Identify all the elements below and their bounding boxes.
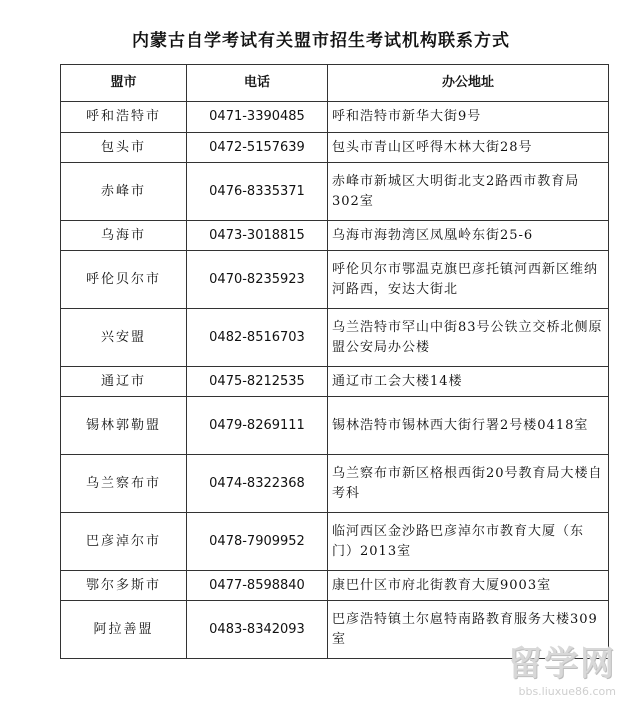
city-cell: 阿拉善盟 bbox=[61, 601, 187, 659]
address-cell: 通辽市工会大楼14楼 bbox=[328, 367, 609, 397]
city-cell: 乌海市 bbox=[61, 221, 187, 251]
watermark-logo: 留学网 bbox=[508, 644, 616, 684]
phone-cell: 0476-8335371 bbox=[187, 163, 328, 221]
address-cell: 包头市青山区呼得木林大街28号 bbox=[328, 133, 609, 163]
contacts-table bbox=[60, 64, 609, 659]
table-header-row bbox=[61, 65, 609, 102]
table-row bbox=[61, 455, 609, 513]
phone-cell: 0475-8212535 bbox=[187, 367, 328, 397]
table-row bbox=[61, 251, 609, 309]
address-cell: 赤峰市新城区大明街北支2路西市教育局302室 bbox=[328, 163, 609, 221]
city-cell: 锡林郭勒盟 bbox=[61, 397, 187, 455]
address-cell: 巴彦浩特镇土尔扈特南路教育服务大楼309室 bbox=[328, 601, 609, 659]
address-cell: 呼和浩特市新华大街9号 bbox=[328, 102, 609, 133]
table-row bbox=[61, 367, 609, 397]
city-cell: 通辽市 bbox=[61, 367, 187, 397]
phone-cell: 0471-3390485 bbox=[187, 102, 328, 133]
address-cell: 呼伦贝尔市鄂温克旗巴彦托镇河西新区维纳河路西，安达大街北 bbox=[328, 251, 609, 309]
phone-cell: 0482-8516703 bbox=[187, 309, 328, 367]
header-phone: 电话 bbox=[187, 65, 328, 102]
city-cell: 兴安盟 bbox=[61, 309, 187, 367]
header-city: 盟市 bbox=[61, 65, 187, 102]
address-cell: 乌海市海勃湾区凤凰岭东街25-6 bbox=[328, 221, 609, 251]
phone-cell: 0478-7909952 bbox=[187, 513, 328, 571]
table-row bbox=[61, 571, 609, 601]
address-cell: 乌兰浩特市罕山中街83号公铁立交桥北侧原盟公安局办公楼 bbox=[328, 309, 609, 367]
table-row bbox=[61, 397, 609, 455]
table-row bbox=[61, 163, 609, 221]
page-title: 内蒙古自学考试有关盟市招生考试机构联系方式 bbox=[132, 31, 510, 51]
phone-cell: 0479-8269111 bbox=[187, 397, 328, 455]
address-cell: 乌兰察布市新区格根西街20号教育局大楼自考科 bbox=[328, 455, 609, 513]
table-row bbox=[61, 309, 609, 367]
phone-cell: 0473-3018815 bbox=[187, 221, 328, 251]
table-row bbox=[61, 513, 609, 571]
phone-cell: 0477-8598840 bbox=[187, 571, 328, 601]
city-cell: 呼伦贝尔市 bbox=[61, 251, 187, 309]
city-cell: 呼和浩特市 bbox=[61, 102, 187, 133]
city-cell: 乌兰察布市 bbox=[61, 455, 187, 513]
table-body bbox=[61, 102, 609, 659]
address-cell: 康巴什区市府北街教育大厦9003室 bbox=[328, 571, 609, 601]
city-cell: 赤峰市 bbox=[61, 163, 187, 221]
phone-cell: 0474-8322368 bbox=[187, 455, 328, 513]
header-address: 办公地址 bbox=[328, 65, 609, 102]
address-cell: 锡林浩特市锡林西大街行署2号楼0418室 bbox=[328, 397, 609, 455]
city-cell: 鄂尔多斯市 bbox=[61, 571, 187, 601]
table-row bbox=[61, 133, 609, 163]
address-cell: 临河西区金沙路巴彦淖尔市教育大厦（东门）2013室 bbox=[328, 513, 609, 571]
phone-cell: 0472-5157639 bbox=[187, 133, 328, 163]
phone-cell: 0483-8342093 bbox=[187, 601, 328, 659]
city-cell: 包头市 bbox=[61, 133, 187, 163]
table-row bbox=[61, 102, 609, 133]
table-row bbox=[61, 221, 609, 251]
city-cell: 巴彦淖尔市 bbox=[61, 513, 187, 571]
watermark bbox=[508, 636, 616, 698]
phone-cell: 0470-8235923 bbox=[187, 251, 328, 309]
watermark-url: bbs.liuxue86.com bbox=[518, 685, 616, 698]
